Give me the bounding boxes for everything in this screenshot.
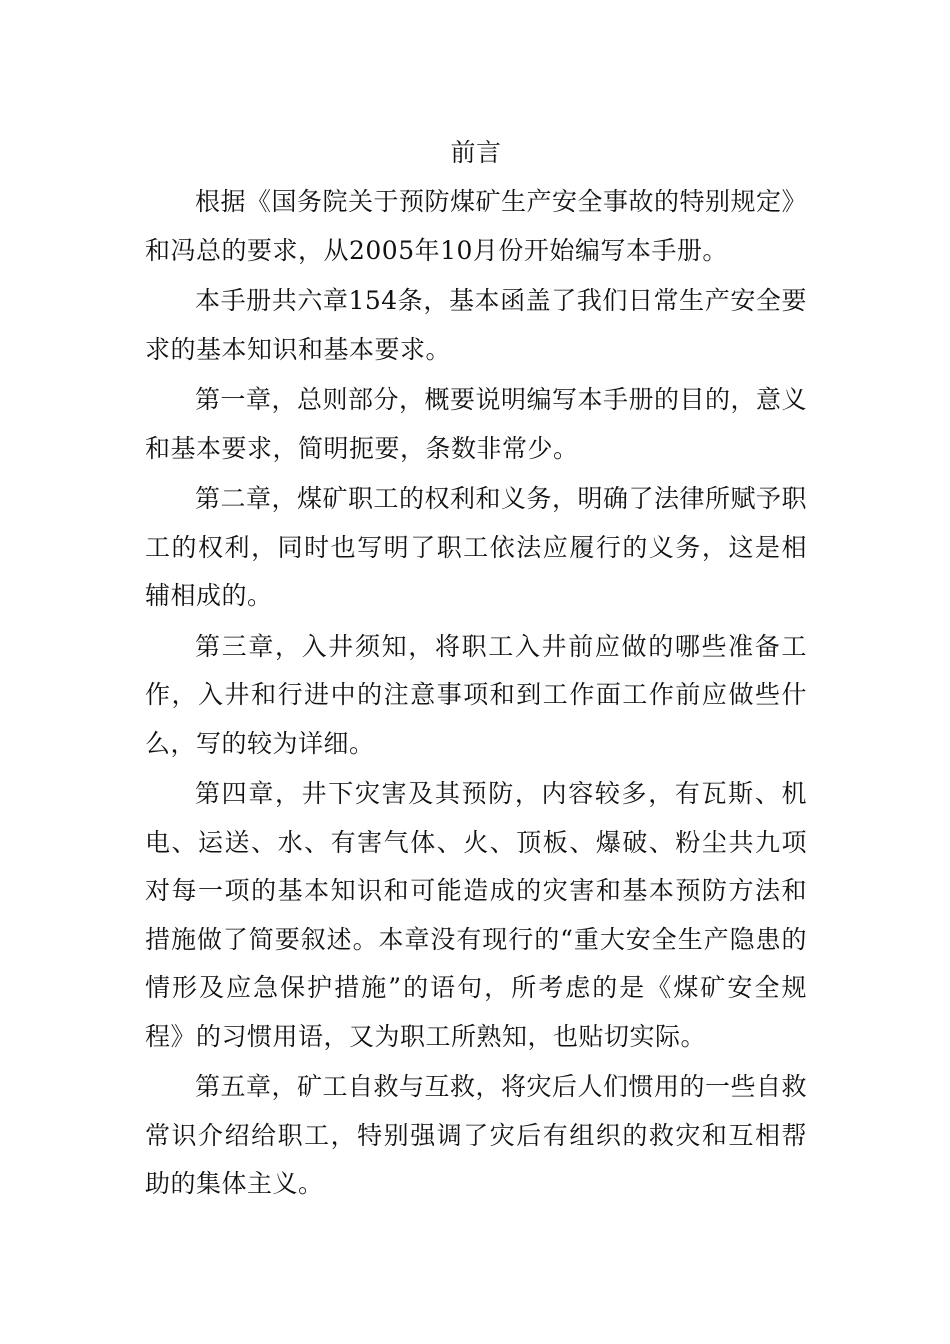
document-title: 前言: [450, 138, 502, 167]
document-body: [145, 130, 807, 1211]
paragraph-chapter-1: 第一章，总则部分，概要说明编写本手册的目的，意义和基本要求，简明扼要，条数非常少。: [145, 385, 808, 463]
paragraph-chapter-3: 第三章，入井须知，将职工入井前应做的哪些准备工作，入井和行进中的注意事项和到工作面工作前应做些什么，写的较为详细。: [145, 631, 807, 758]
paragraph-chapter-4: 第四章，井下灾害及其预防，内容较多，有瓦斯、机电、运送、水、有害气体、火、顶板、爆破、粉尘共九项对每一项的基本知识和可能造成的灾害和基本预防方法和措施做了简要叙述。本章没有现行的“重大安全生产隐患的情形及应急保护措施”的语句，所考虑的是《煤矿安全规程》的习惯用语，又为职工所熟知，也贴切实际。: [145, 779, 807, 1051]
paragraph-chapter-2: 第二章，煤矿职工的权利和义务，明确了法律所赋予职工的权利，同时也写明了职工依法应履行的义务，这是相辅相成的。: [145, 484, 808, 610]
paragraph-chapter-5: 第五章，矿工自救与互救，将灾后人们惯用的一些自救常识介绍给职工，特别强调了灾后有组织的救灾和互相帮助的集体主义。: [145, 1072, 808, 1198]
paragraph-overview: 本手册共六章154条，基本函盖了我们日常生产安全要求的基本知识和基本要求。: [145, 286, 807, 364]
paragraph-basis: 根据《国务院关于预防煤矿生产安全事故的特别规定》和冯总的要求，从2005年10月份开始编写本手册。: [145, 187, 808, 265]
